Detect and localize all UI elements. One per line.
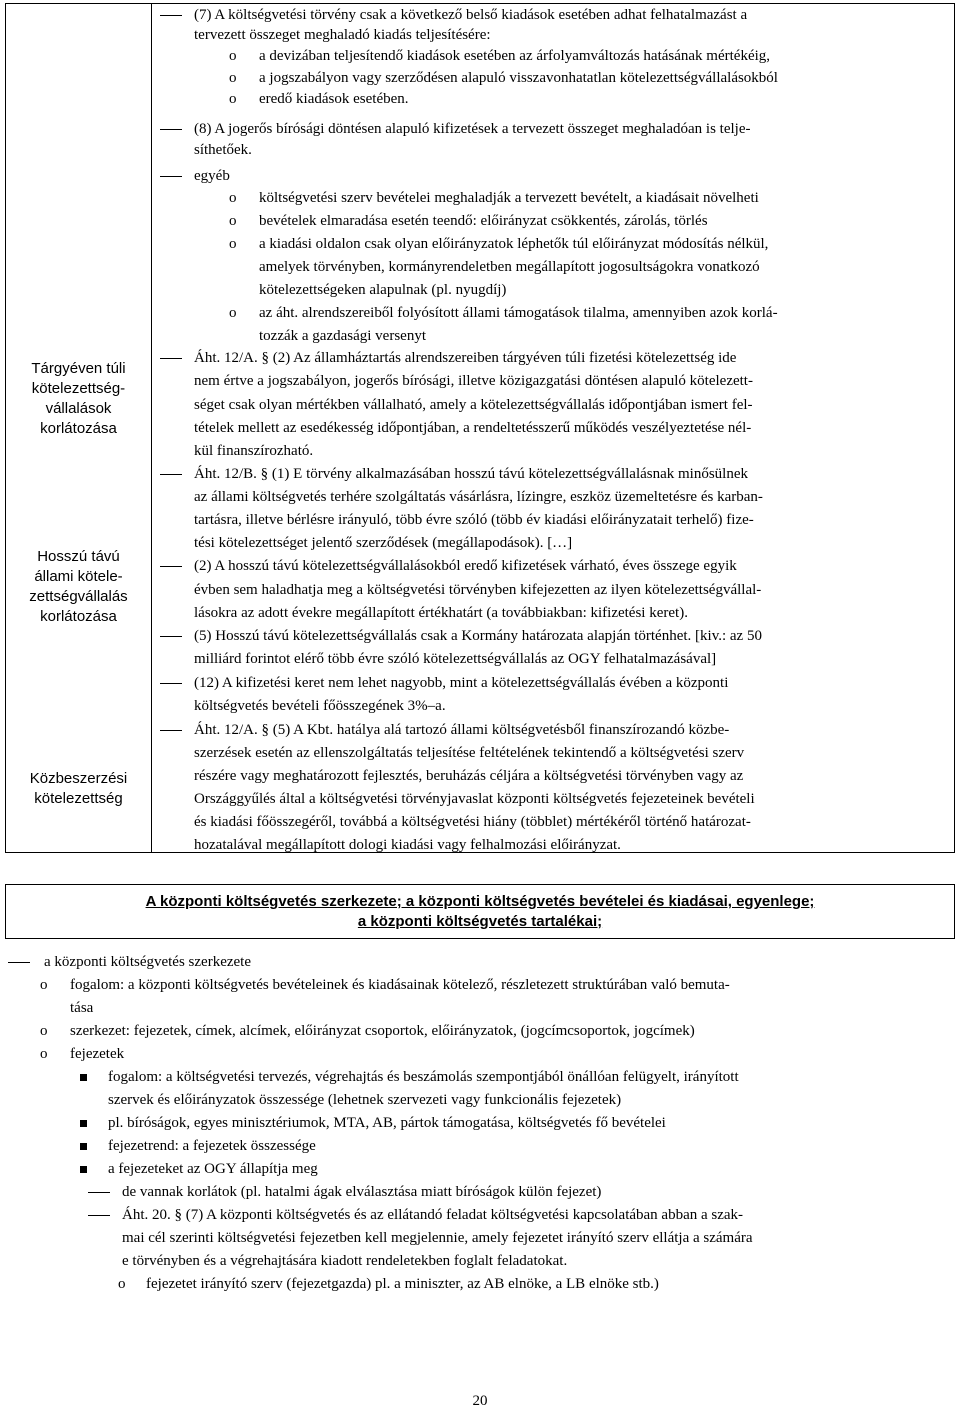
o-bullet: o [118, 1276, 126, 1292]
text-line: tartásra, illetve bérlésre irányuló, több évre szóló (több év kiadási előirányzatait terhelő) fize- [194, 512, 754, 528]
text-line: a fejezeteket az OGY állapítja meg [108, 1161, 318, 1177]
text-line: egyéb [194, 168, 230, 184]
text-line: szerzések esetén az ellenszolgáltatás teljesítése feltételének tekintendő a költségvetési szerv [194, 745, 745, 761]
column-divider [151, 4, 152, 852]
text-line: kül finanszírozható. [194, 443, 314, 459]
side-label-line: zettségvállalás [29, 588, 128, 605]
dash-bullet [160, 15, 182, 16]
dash-bullet [160, 683, 182, 684]
text-line: (7) A költségvetési törvény csak a következő belső kiadások esetében adhat felhatalmazást a [194, 7, 748, 23]
text-line: tételek mellett az esedékesség időpontjában, a rendeltetésszerű működés veszélyeztetése nél- [194, 420, 752, 436]
o-bullet: o [229, 213, 237, 229]
text-line: (8) A jogerős bírósági döntésen alapuló kifizetések a tervezett összeget meghaladóan is telje- [194, 121, 751, 137]
side-label-line: vállalások [45, 400, 112, 417]
o-bullet: o [229, 48, 237, 64]
side-label-long-term [6, 547, 151, 627]
text-line: Áht. 12/A. § (2) Az államháztartás alrendszereiben tárgyéven túli fizetési kötelezettség ide [194, 350, 737, 366]
square-bullet [80, 1166, 87, 1173]
text-line: (12) A kifizetési keret nem lehet nagyobb, mint a kötelezettségvállalás évében a központi [194, 675, 729, 691]
text-line: tervezett összeget meghaladó kiadás teljesítésére: [194, 27, 491, 43]
page-number: 20 [472, 1393, 488, 1409]
text-line: fogalom: a központi költségvetés bevételeinek és kiadásainak kötelező, részletezett struktúrában való bemuta- [70, 977, 730, 993]
text-line: eredő kiadások esetében. [259, 91, 409, 107]
text-line: (5) Hosszú távú kötelezettségvállalás csak a Kormány határozata alapján történhet. [kiv.: az 50 [194, 628, 762, 644]
text-line: költségvetés bevételi főösszegének 3%–a. [194, 698, 446, 714]
text-line: az állami költségvetés terhére szolgáltatás vásárlásra, lízingre, eszköz üzemeltetésre és karban- [194, 489, 763, 505]
side-label-line: korlátozása [40, 420, 117, 437]
text-line: e törvényben és a végrehajtására kiadott rendeletekben foglalt feladatokat. [122, 1253, 568, 1269]
section-header [5, 884, 955, 939]
o-bullet: o [229, 305, 237, 321]
dash-bullet [160, 176, 182, 177]
text-line: amelyek törvényben, kormányrendeletben megállapított jogosultságokra vonatkozó [259, 259, 760, 275]
text-line: (2) A hosszú távú kötelezettségvállalásokból eredő kifizetések várható, éves összege egyik [194, 558, 737, 574]
dash-bullet [160, 730, 182, 731]
o-bullet: o [229, 70, 237, 86]
text-line: lásokra az adott évekre megállapított értékhatárt (a továbbiakban: kifizetési keret). [194, 605, 688, 621]
dash-bullet [8, 962, 30, 963]
text-line: a jogszabályon vagy szerződésen alapuló visszavonhatatlan kötelezettségvállalásokból [259, 70, 778, 86]
text-line: Országgyűlés által a költségvetési törvényjavaslat központi költségvetés fejezeteinek bevételi [194, 791, 755, 807]
text-line: séget csak olyan mértékben vállalható, amely a kötelezettségvállalás időpontjában ismert fel- [194, 397, 753, 413]
side-label-procurement [6, 769, 151, 809]
side-label-line: Tárgyéven túli [31, 360, 126, 377]
text-line: költségvetési szerv bevételei meghaladják a tervezett bevételt, a kiadásait növelheti [259, 190, 759, 206]
dash-bullet [160, 636, 182, 637]
side-label-multi-year [6, 359, 151, 439]
side-label-line: korlátozása [40, 608, 117, 625]
o-bullet: o [229, 91, 237, 107]
o-bullet: o [40, 1023, 48, 1039]
side-label-line: kötelezettség [34, 790, 123, 807]
text-line: síthetőek. [194, 142, 252, 158]
text-line: fejezetet irányító szerv (fejezetgazda) pl. a miniszter, az AB elnöke, a LB elnöke stb.) [146, 1276, 659, 1292]
text-line: nem értve a jogszabályon, jogerős bírósági, illetve közigazgatási döntésen alapuló kötelezett- [194, 373, 753, 389]
text-line: részére vagy meghatározott fejlesztés, beruházás céljára a költségvetési törvényben vagy az [194, 768, 744, 784]
o-bullet: o [40, 1046, 48, 1062]
o-bullet: o [229, 236, 237, 252]
square-bullet [80, 1143, 87, 1150]
text-line: pl. bíróságok, egyes minisztériumok, MTA, AB, pártok támogatása, költségvetés fő bevételei [108, 1115, 666, 1131]
dash-bullet [160, 474, 182, 475]
text-line: és kiadási főösszegéről, továbbá a költségvetési hiány (többlet) mértékéről történő határozat- [194, 814, 751, 830]
side-label-line: kötelezettség- [31, 380, 126, 397]
dash-bullet [160, 358, 182, 359]
text-line: a kiadási oldalon csak olyan előirányzatok léphetők túl előirányzat módosítás nélkül, [259, 236, 769, 252]
text-line: fejezetrend: a fejezetek összessége [108, 1138, 316, 1154]
text-line: bevételek elmaradása esetén teendő: előirányzat csökkentés, zárolás, törlés [259, 213, 708, 229]
square-bullet [80, 1120, 87, 1127]
dash-bullet [88, 1215, 110, 1216]
text-line: szervek és előirányzatok összessége (lehetnek szervezeti vagy funkcionális fejezetek) [108, 1092, 622, 1108]
o-bullet: o [229, 190, 237, 206]
text-line: évben sem haladhatja meg a költségvetési törvényben kifejezetten az ilyen kötelezettségvállal- [194, 582, 762, 598]
text-line: kötelezettségeken alapulnak (pl. nyugdíj) [259, 282, 507, 298]
text-line: Áht. 12/A. § (5) A Kbt. hatálya alá tartozó állami költségvetésből finanszírozandó közbe- [194, 722, 730, 738]
text-line: de vannak korlátok (pl. hatalmi ágak elválasztása miatt bíróságok külön fejezet) [122, 1184, 602, 1200]
text-line: mai cél szerinti költségvetési fejezetben kell megjelennie, amely fejezetet irányító szerv ellátja a számára [122, 1230, 753, 1246]
text-line: az áht. alrendszereiből folyósított állami támogatások tilalma, amennyiben azok korlá- [259, 305, 778, 321]
dash-bullet [88, 1192, 110, 1193]
square-bullet [80, 1074, 87, 1081]
text-line: tési kötelezettséget jelentő szerződések (megállapodások). […] [194, 535, 573, 551]
text-line: a devizában teljesítendő kiadások esetében az árfolyamváltozás hatásának mértékéig, [259, 48, 771, 64]
section-title-line: A központi költségvetés szerkezete; a központi költségvetés bevételei és kiadásai, egyenlege; [145, 893, 815, 910]
text-line: szerkezet: fejezetek, címek, alcímek, előirányzat csoportok, előirányzatok, (jogcímcsoportok, jogcímek) [70, 1023, 695, 1039]
dash-bullet [160, 566, 182, 567]
text-line: tása [70, 1000, 94, 1016]
side-label-line: Hosszú távú [37, 548, 120, 565]
text-line: fogalom: a költségvetési tervezés, végrehajtás és beszámolás szempontjából önállóan felügyelt, irányított [108, 1069, 739, 1085]
text-line: tozzák a gazdasági versenyt [259, 328, 426, 344]
text-line: Áht. 20. § (7) A központi költségvetés és az ellátandó feladat költségvetési kapcsolatában abban a szak- [122, 1207, 744, 1223]
text-line: hozatalával megállapított dologi kiadási vagy felhalmozási előirányzat. [194, 837, 621, 853]
side-label-line: állami kötele- [34, 568, 123, 585]
text-line: Áht. 12/B. § (1) E törvény alkalmazásában hosszú távú kötelezettségvállalásnak minősülnek [194, 466, 749, 482]
dash-bullet [160, 129, 182, 130]
side-label-line: Közbeszerzési [29, 770, 128, 787]
text-line: milliárd forintot elérő több évre szóló kötelezettségvállalás az OGY felhatalmazásával] [194, 651, 717, 667]
text-line: fejezetek [70, 1046, 125, 1062]
section-title-line: a központi költségvetés tartalékai; [357, 913, 603, 930]
o-bullet: o [40, 977, 48, 993]
text-line: a központi költségvetés szerkezete [44, 954, 251, 970]
